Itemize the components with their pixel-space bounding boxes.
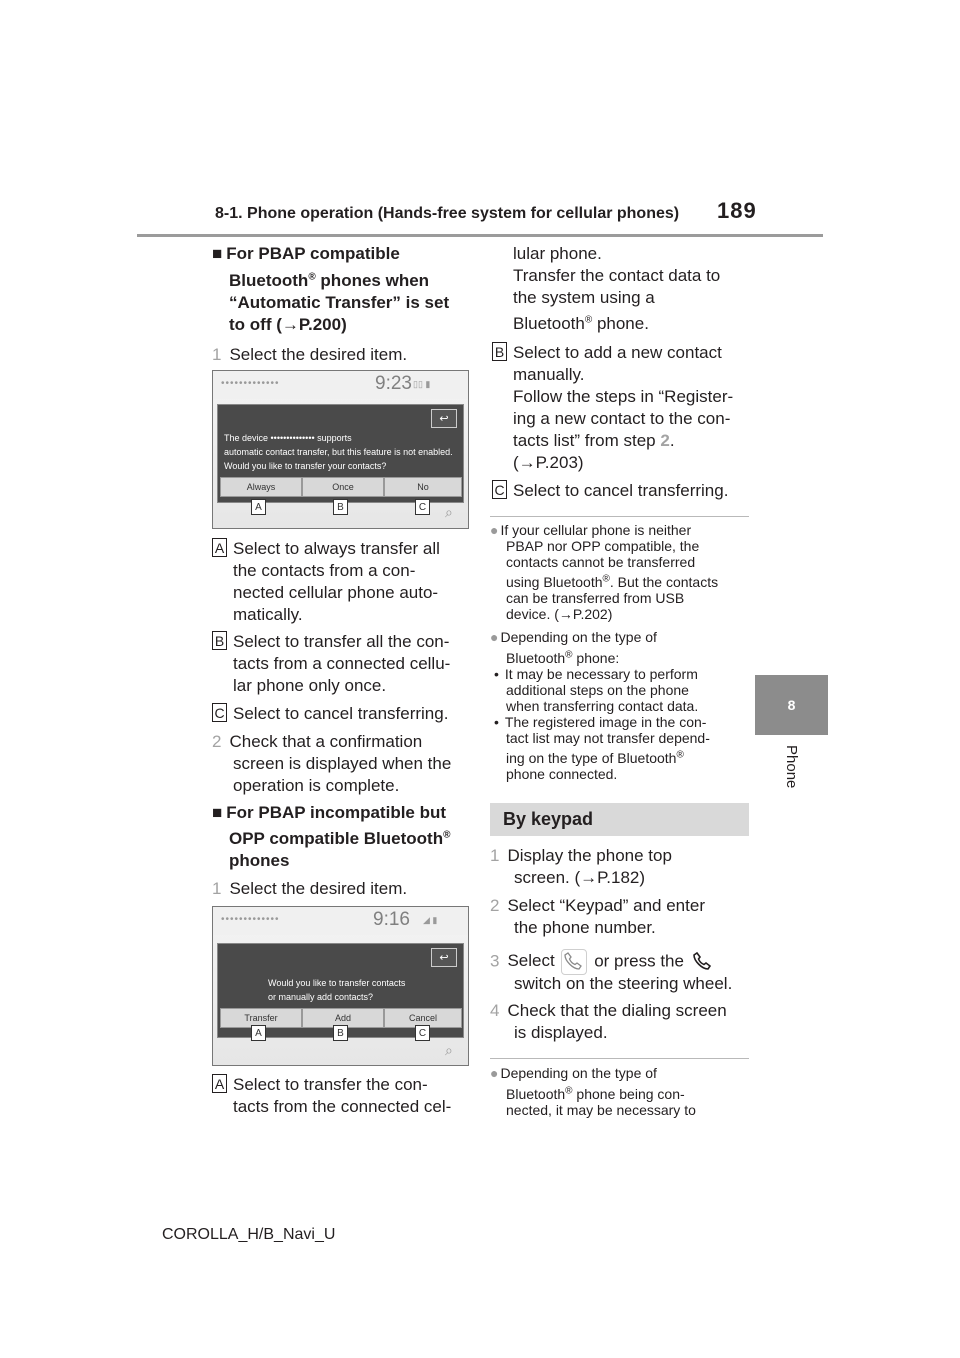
header-rule bbox=[137, 234, 823, 237]
search-icon: ⌕ bbox=[445, 1042, 453, 1058]
cancel-button[interactable]: Cancel bbox=[384, 1008, 462, 1028]
footer-model: COROLLA_H/B_Navi_U bbox=[162, 1226, 336, 1243]
square-bullet-icon: ■ bbox=[212, 244, 223, 263]
square-bullet-icon: ■ bbox=[212, 803, 223, 822]
no-button[interactable]: No bbox=[384, 477, 462, 497]
section-header-by-keypad: By keypad bbox=[490, 803, 749, 836]
keypad-step-1: 1 Display the phone top bbox=[490, 846, 672, 865]
chapter-label: Phone bbox=[783, 745, 800, 789]
section-title: 8-1. Phone operation (Hands-free system for cellular phones) bbox=[215, 205, 680, 222]
back-icon: ↩ bbox=[431, 409, 457, 428]
keypad-step-3: 3 Select or press the bbox=[490, 949, 715, 975]
note-rule bbox=[490, 1058, 749, 1059]
note-3: ● Depending on the type of bbox=[490, 1065, 657, 1081]
step-1: 1 Select the desired item. bbox=[212, 345, 408, 364]
tag-c: C bbox=[492, 480, 507, 499]
step-2: 2 Check that a confirmation bbox=[212, 732, 423, 751]
tag-b: B bbox=[492, 342, 507, 361]
chapter-tab: 8 bbox=[755, 675, 828, 735]
screenshot-auto-transfer: ••••••••••••• 9:23 ▯▯ ▮ ↩ The device •••••••••••••• supports automatic contact transfer, but this feature is not enabled. Would you like to transfer your contacts? Always Once No A B C ⌕ bbox=[212, 370, 469, 529]
tag-a: A bbox=[212, 538, 227, 557]
heading-opp: ■ For PBAP incompatible but bbox=[212, 803, 447, 822]
keypad-step-4: 4 Check that the dialing screen bbox=[490, 1001, 727, 1020]
add-button[interactable]: Add bbox=[302, 1008, 384, 1028]
page-number: 189 bbox=[717, 198, 757, 223]
note-rule bbox=[490, 516, 749, 517]
transfer-button[interactable]: Transfer bbox=[220, 1008, 302, 1028]
back-icon: ↩ bbox=[431, 948, 457, 967]
note-1: ● If your cellular phone is neither bbox=[490, 522, 692, 538]
step-1b: 1 Select the desired item. bbox=[212, 879, 408, 898]
once-button[interactable]: Once bbox=[302, 477, 384, 497]
tag-a: A bbox=[212, 1074, 227, 1093]
note-2: ● Depending on the type of bbox=[490, 629, 657, 645]
always-button[interactable]: Always bbox=[220, 477, 302, 497]
tag-b: B bbox=[212, 631, 227, 650]
phone-switch-icon bbox=[691, 950, 715, 974]
tag-c: C bbox=[212, 703, 227, 722]
keypad-step-2: 2 Select “Keypad” and enter bbox=[490, 896, 705, 915]
heading-pbap: ■ For PBAP compatible bbox=[212, 244, 400, 263]
search-icon: ⌕ bbox=[445, 504, 453, 520]
screenshot-transfer-or-add: ••••••••••••• 9:16 ◢ ▮ ↩ Would you like to transfer contacts or manually add contacts? Transfer Add Cancel A B C ⌕ bbox=[212, 906, 469, 1066]
phone-icon bbox=[561, 949, 587, 975]
